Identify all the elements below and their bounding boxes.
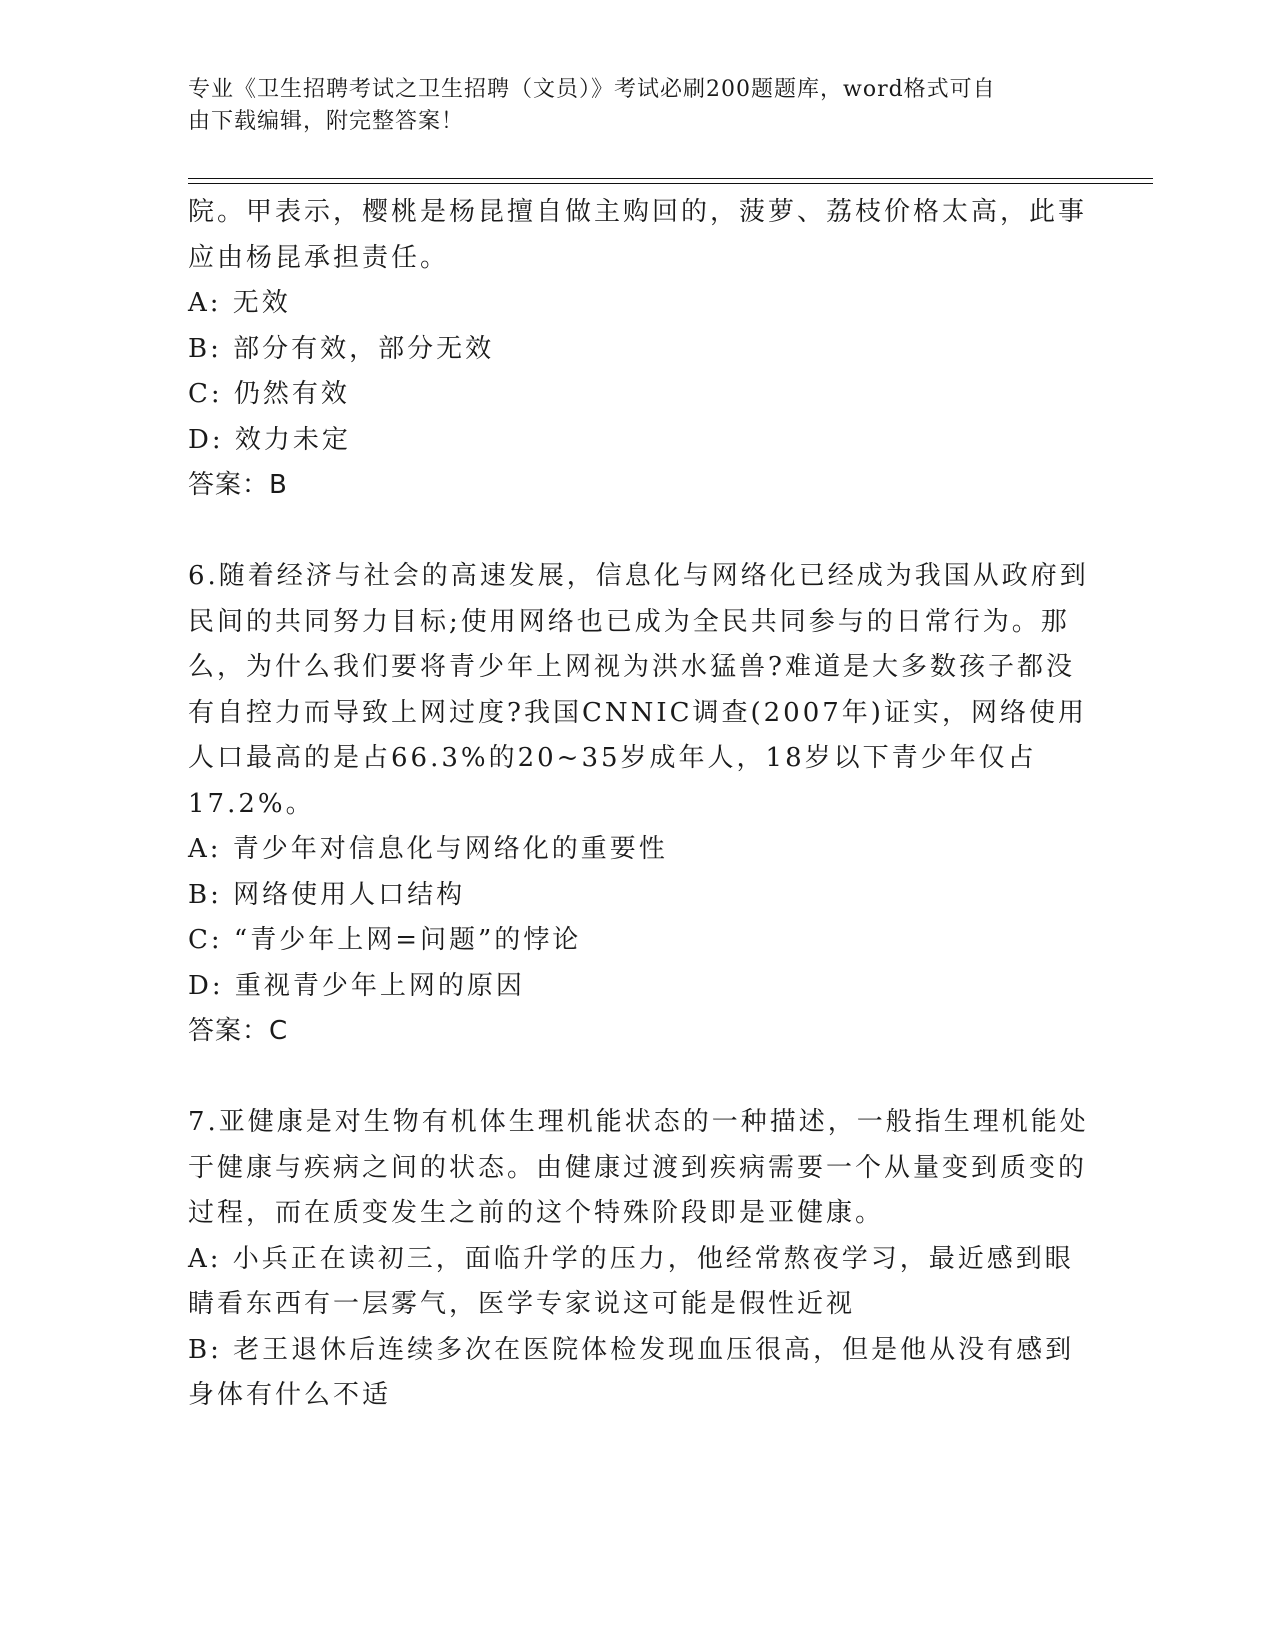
option-b: B: 老王退休后连续多次在医院体检发现血压很高，但是他从没有感到身体有什么不适: [188, 1334, 1075, 1410]
option-c: C: “青少年上网=问题”的悖论: [188, 925, 582, 955]
option-b: B: 部分有效，部分无效: [188, 333, 495, 364]
option-a: A: 小兵正在读初三，面临升学的压力，他经常熬夜学习，最近感到眼睛看东西有一层雾气，医学专家说这可能是假性近视: [188, 1243, 1074, 1319]
header-line-1: 专业《卫生招聘考试之卫生招聘（文员）》考试必刷200题题库，word格式可自: [188, 77, 996, 102]
question-5: [188, 190, 1093, 509]
question-text: 7.亚健康是对生物有机体生理机能状态的一种描述，一般指生理机能处于健康与疾病之间的状态。由健康过渡到疾病需要一个从量变到质变的过程，而在质变发生之前的这个特殊阶段即是亚健康。: [188, 1107, 1089, 1228]
question-6: [188, 554, 1093, 1055]
question-spacer: [188, 509, 1093, 555]
option-a: A: 无效: [188, 288, 291, 318]
document-body: [188, 190, 1093, 1419]
option-c: C: 仍然有效: [188, 379, 350, 409]
option-d: D: 重视青少年上网的原因: [188, 970, 525, 1001]
header-divider-top: [188, 178, 1153, 179]
question-text: 院。甲表示，樱桃是杨昆擅自做主购回的，菠萝、荔枝价格太高，此事应由杨昆承担责任。: [188, 197, 1088, 273]
answer: 答案：C: [188, 1016, 289, 1046]
header-line-2: 由下载编辑，附完整答案！: [188, 109, 465, 134]
option-b: B: 网络使用人口结构: [188, 879, 466, 910]
header-divider-bottom: [188, 183, 1153, 184]
question-spacer: [188, 1055, 1093, 1101]
option-a: A: 青少年对信息化与网络化的重要性: [188, 834, 668, 864]
answer: 答案：B: [188, 470, 288, 500]
document-header: [188, 74, 1088, 138]
question-text: 6.随着经济与社会的高速发展，信息化与网络化已经成为我国从政府到民间的共同努力目标;使用网络也已成为全民共同参与的日常行为。那么，为什么我们要将青少年上网视为洪水猛兽?难道是大多数孩子都没有自控力而导致上网过度?我国CNNIC调查(2007年)证实，网络使用人口最高的是占66.3%的20~35岁成年人，18岁以下青少年仅占17.2%。: [188, 561, 1089, 819]
question-7: [188, 1100, 1093, 1419]
option-d: D: 效力未定: [188, 424, 351, 455]
